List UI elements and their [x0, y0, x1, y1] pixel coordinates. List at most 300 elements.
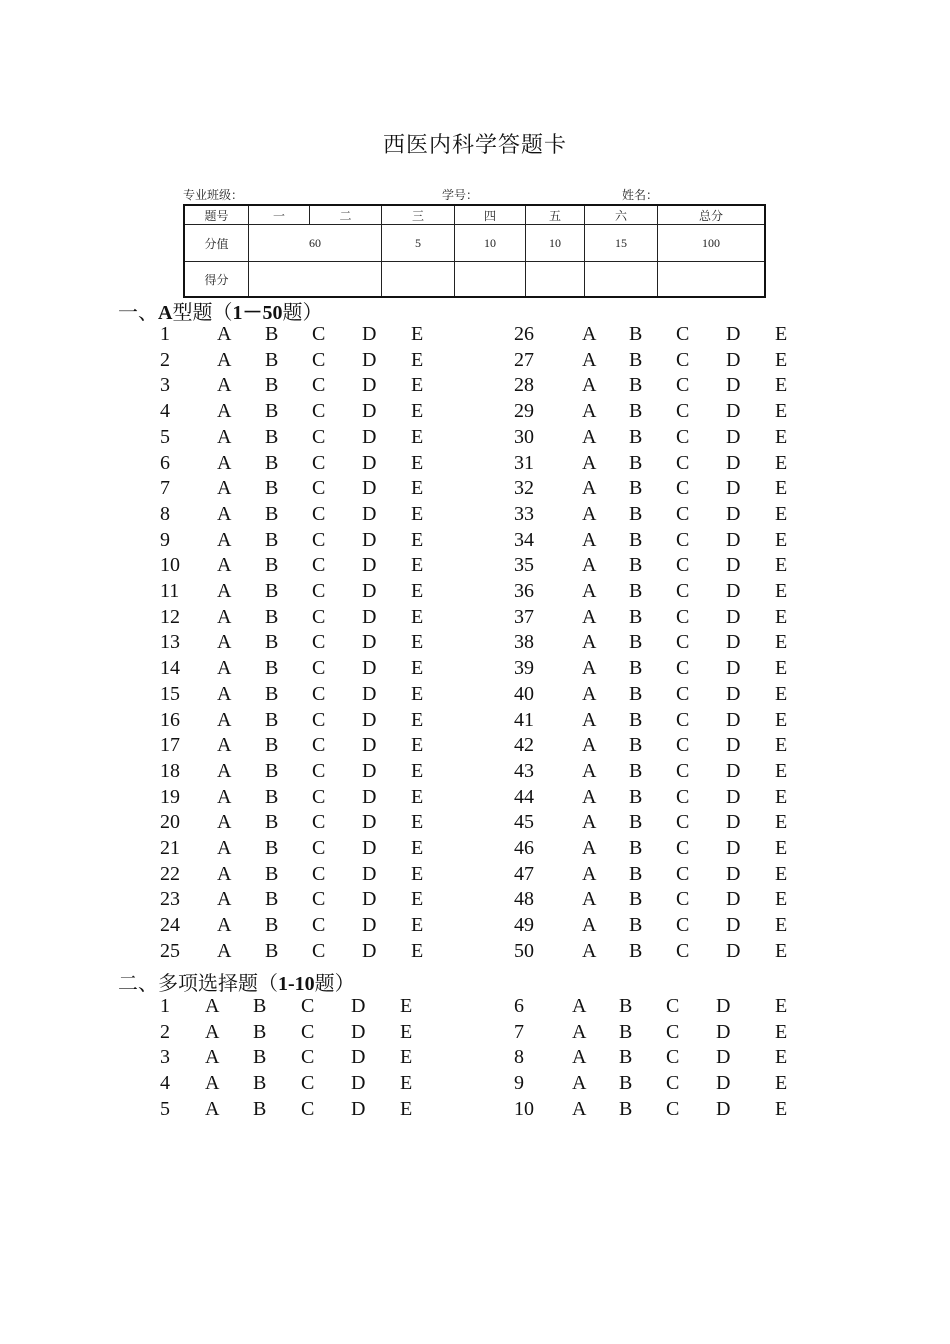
- option-e[interactable]: E: [411, 759, 424, 782]
- option-a[interactable]: A: [582, 682, 597, 705]
- option-c[interactable]: C: [312, 451, 326, 474]
- option-c[interactable]: C: [312, 323, 326, 345]
- option-b[interactable]: B: [619, 1020, 633, 1043]
- option-b[interactable]: B: [629, 400, 643, 423]
- option-a[interactable]: A: [582, 811, 597, 834]
- option-d[interactable]: D: [726, 451, 741, 474]
- option-b[interactable]: B: [265, 837, 279, 859]
- option-e[interactable]: E: [775, 708, 788, 731]
- option-c[interactable]: C: [312, 939, 326, 962]
- option-a[interactable]: A: [217, 811, 232, 834]
- option-d[interactable]: D: [362, 939, 377, 962]
- option-b[interactable]: B: [629, 657, 643, 680]
- score-cell[interactable]: [526, 262, 585, 298]
- option-e[interactable]: E: [775, 374, 788, 397]
- option-a[interactable]: A: [217, 708, 232, 731]
- option-b[interactable]: B: [619, 1046, 633, 1069]
- score-cell[interactable]: [658, 262, 766, 298]
- option-a[interactable]: A: [572, 1046, 587, 1069]
- option-c[interactable]: C: [312, 631, 326, 654]
- option-c[interactable]: C: [312, 657, 326, 680]
- option-d[interactable]: D: [726, 528, 741, 551]
- option-c[interactable]: C: [676, 374, 690, 397]
- option-c[interactable]: C: [312, 400, 326, 423]
- option-d[interactable]: D: [362, 605, 377, 628]
- option-e[interactable]: E: [400, 1046, 413, 1069]
- option-d[interactable]: D: [351, 995, 366, 1017]
- option-e[interactable]: E: [400, 1097, 413, 1120]
- option-d[interactable]: D: [362, 528, 377, 551]
- option-d[interactable]: D: [362, 811, 377, 834]
- option-c[interactable]: C: [312, 605, 326, 628]
- option-d[interactable]: D: [726, 914, 741, 937]
- option-b[interactable]: B: [253, 1072, 267, 1095]
- option-c[interactable]: C: [676, 400, 690, 423]
- option-e[interactable]: E: [775, 528, 788, 551]
- option-e[interactable]: E: [775, 605, 788, 628]
- score-cell[interactable]: [249, 262, 382, 298]
- option-d[interactable]: D: [362, 425, 377, 448]
- option-e[interactable]: E: [411, 451, 424, 474]
- option-c[interactable]: C: [312, 785, 326, 808]
- option-d[interactable]: D: [726, 939, 741, 962]
- option-a[interactable]: A: [205, 1072, 220, 1095]
- option-a[interactable]: A: [205, 995, 220, 1017]
- option-b[interactable]: B: [265, 605, 279, 628]
- option-a[interactable]: A: [582, 502, 597, 525]
- option-c[interactable]: C: [666, 1072, 680, 1095]
- option-d[interactable]: D: [362, 862, 377, 885]
- option-c[interactable]: C: [301, 1072, 315, 1095]
- option-c[interactable]: C: [676, 580, 690, 602]
- option-a[interactable]: A: [217, 425, 232, 448]
- option-a[interactable]: A: [582, 451, 597, 474]
- option-a[interactable]: A: [217, 477, 232, 500]
- option-d[interactable]: D: [362, 580, 377, 602]
- option-a[interactable]: A: [217, 374, 232, 397]
- option-d[interactable]: D: [716, 1097, 731, 1120]
- option-d[interactable]: D: [726, 657, 741, 680]
- option-c[interactable]: C: [301, 1020, 315, 1043]
- option-b[interactable]: B: [629, 888, 643, 911]
- option-a[interactable]: A: [582, 477, 597, 500]
- option-b[interactable]: B: [265, 682, 279, 705]
- option-c[interactable]: C: [676, 682, 690, 705]
- option-d[interactable]: D: [362, 914, 377, 937]
- option-c[interactable]: C: [312, 528, 326, 551]
- option-c[interactable]: C: [676, 425, 690, 448]
- option-e[interactable]: E: [775, 1020, 788, 1043]
- option-a[interactable]: A: [582, 631, 597, 654]
- option-e[interactable]: E: [775, 914, 788, 937]
- option-a[interactable]: A: [205, 1097, 220, 1120]
- option-d[interactable]: D: [726, 400, 741, 423]
- option-b[interactable]: B: [629, 785, 643, 808]
- option-d[interactable]: D: [726, 759, 741, 782]
- option-b[interactable]: B: [619, 995, 633, 1017]
- option-c[interactable]: C: [301, 1046, 315, 1069]
- option-b[interactable]: B: [629, 708, 643, 731]
- option-b[interactable]: B: [629, 682, 643, 705]
- option-b[interactable]: B: [265, 657, 279, 680]
- option-a[interactable]: A: [582, 837, 597, 859]
- option-c[interactable]: C: [666, 995, 680, 1017]
- option-d[interactable]: D: [362, 759, 377, 782]
- option-a[interactable]: A: [582, 862, 597, 885]
- option-c[interactable]: C: [676, 888, 690, 911]
- option-a[interactable]: A: [582, 528, 597, 551]
- option-b[interactable]: B: [265, 708, 279, 731]
- option-a[interactable]: A: [217, 914, 232, 937]
- option-b[interactable]: B: [629, 605, 643, 628]
- option-e[interactable]: E: [411, 682, 424, 705]
- option-e[interactable]: E: [411, 425, 424, 448]
- option-b[interactable]: B: [629, 939, 643, 962]
- option-d[interactable]: D: [716, 1046, 731, 1069]
- option-d[interactable]: D: [726, 888, 741, 911]
- option-a[interactable]: A: [217, 580, 232, 602]
- option-e[interactable]: E: [400, 995, 413, 1017]
- option-a[interactable]: A: [582, 580, 597, 602]
- option-a[interactable]: A: [217, 939, 232, 962]
- option-e[interactable]: E: [775, 451, 788, 474]
- option-b[interactable]: B: [265, 580, 279, 602]
- option-d[interactable]: D: [351, 1072, 366, 1095]
- option-b[interactable]: B: [265, 939, 279, 962]
- option-b[interactable]: B: [629, 477, 643, 500]
- option-e[interactable]: E: [411, 888, 424, 911]
- option-d[interactable]: D: [726, 477, 741, 500]
- option-a[interactable]: A: [217, 631, 232, 654]
- option-d[interactable]: D: [726, 682, 741, 705]
- option-b[interactable]: B: [629, 837, 643, 859]
- option-b[interactable]: B: [629, 580, 643, 602]
- option-c[interactable]: C: [676, 477, 690, 500]
- option-e[interactable]: E: [411, 528, 424, 551]
- option-a[interactable]: A: [217, 605, 232, 628]
- option-a[interactable]: A: [217, 682, 232, 705]
- option-a[interactable]: A: [582, 888, 597, 911]
- option-c[interactable]: C: [312, 914, 326, 937]
- option-b[interactable]: B: [629, 348, 643, 371]
- option-c[interactable]: C: [666, 1046, 680, 1069]
- option-c[interactable]: C: [312, 708, 326, 731]
- option-b[interactable]: B: [629, 451, 643, 474]
- option-e[interactable]: E: [400, 1020, 413, 1043]
- option-c[interactable]: C: [312, 502, 326, 525]
- option-d[interactable]: D: [362, 657, 377, 680]
- score-cell[interactable]: [455, 262, 526, 298]
- option-a[interactable]: A: [572, 1072, 587, 1095]
- option-a[interactable]: A: [217, 348, 232, 371]
- option-d[interactable]: D: [716, 1020, 731, 1043]
- option-c[interactable]: C: [301, 1097, 315, 1120]
- option-e[interactable]: E: [775, 785, 788, 808]
- option-c[interactable]: C: [676, 759, 690, 782]
- option-a[interactable]: A: [217, 785, 232, 808]
- option-c[interactable]: C: [676, 734, 690, 757]
- option-b[interactable]: B: [265, 528, 279, 551]
- option-b[interactable]: B: [629, 554, 643, 577]
- option-b[interactable]: B: [629, 502, 643, 525]
- option-c[interactable]: C: [676, 451, 690, 474]
- option-c[interactable]: C: [301, 995, 315, 1017]
- option-e[interactable]: E: [775, 477, 788, 500]
- option-d[interactable]: D: [362, 554, 377, 577]
- option-e[interactable]: E: [775, 425, 788, 448]
- option-d[interactable]: D: [362, 631, 377, 654]
- option-e[interactable]: E: [775, 734, 788, 757]
- option-a[interactable]: A: [582, 939, 597, 962]
- option-b[interactable]: B: [265, 425, 279, 448]
- option-c[interactable]: C: [312, 888, 326, 911]
- option-b[interactable]: B: [629, 425, 643, 448]
- option-e[interactable]: E: [775, 811, 788, 834]
- option-e[interactable]: E: [775, 657, 788, 680]
- option-d[interactable]: D: [716, 1072, 731, 1095]
- option-b[interactable]: B: [265, 914, 279, 937]
- option-c[interactable]: C: [312, 759, 326, 782]
- option-a[interactable]: A: [582, 605, 597, 628]
- option-a[interactable]: A: [217, 502, 232, 525]
- option-d[interactable]: D: [362, 837, 377, 859]
- option-a[interactable]: A: [582, 914, 597, 937]
- option-e[interactable]: E: [411, 939, 424, 962]
- option-d[interactable]: D: [362, 708, 377, 731]
- option-b[interactable]: B: [265, 374, 279, 397]
- option-e[interactable]: E: [411, 477, 424, 500]
- option-e[interactable]: E: [400, 1072, 413, 1095]
- option-e[interactable]: E: [775, 1072, 788, 1095]
- option-a[interactable]: A: [582, 657, 597, 680]
- option-a[interactable]: A: [582, 323, 597, 345]
- option-a[interactable]: A: [582, 554, 597, 577]
- option-e[interactable]: E: [411, 837, 424, 859]
- option-b[interactable]: B: [265, 400, 279, 423]
- option-d[interactable]: D: [362, 682, 377, 705]
- option-c[interactable]: C: [676, 811, 690, 834]
- option-b[interactable]: B: [265, 785, 279, 808]
- option-e[interactable]: E: [411, 734, 424, 757]
- option-b[interactable]: B: [265, 862, 279, 885]
- option-c[interactable]: C: [312, 374, 326, 397]
- option-d[interactable]: D: [362, 323, 377, 345]
- option-d[interactable]: D: [351, 1046, 366, 1069]
- option-a[interactable]: A: [582, 785, 597, 808]
- option-e[interactable]: E: [775, 323, 788, 345]
- option-a[interactable]: A: [217, 528, 232, 551]
- option-b[interactable]: B: [629, 374, 643, 397]
- option-c[interactable]: C: [676, 631, 690, 654]
- option-d[interactable]: D: [351, 1097, 366, 1120]
- option-c[interactable]: C: [312, 425, 326, 448]
- option-b[interactable]: B: [629, 734, 643, 757]
- option-d[interactable]: D: [362, 451, 377, 474]
- option-e[interactable]: E: [775, 502, 788, 525]
- option-e[interactable]: E: [411, 323, 424, 345]
- option-d[interactable]: D: [726, 554, 741, 577]
- option-a[interactable]: A: [572, 1020, 587, 1043]
- option-c[interactable]: C: [676, 837, 690, 859]
- option-d[interactable]: D: [362, 734, 377, 757]
- option-d[interactable]: D: [726, 605, 741, 628]
- option-e[interactable]: E: [775, 862, 788, 885]
- option-e[interactable]: E: [411, 811, 424, 834]
- option-e[interactable]: E: [411, 631, 424, 654]
- option-b[interactable]: B: [265, 323, 279, 345]
- option-b[interactable]: B: [629, 811, 643, 834]
- option-b[interactable]: B: [629, 631, 643, 654]
- option-d[interactable]: D: [726, 837, 741, 859]
- option-d[interactable]: D: [362, 477, 377, 500]
- option-e[interactable]: E: [411, 374, 424, 397]
- option-d[interactable]: D: [362, 888, 377, 911]
- option-c[interactable]: C: [676, 554, 690, 577]
- option-d[interactable]: D: [726, 374, 741, 397]
- option-b[interactable]: B: [265, 759, 279, 782]
- option-e[interactable]: E: [411, 914, 424, 937]
- option-b[interactable]: B: [265, 348, 279, 371]
- option-a[interactable]: A: [217, 837, 232, 859]
- option-e[interactable]: E: [411, 862, 424, 885]
- score-cell[interactable]: [382, 262, 455, 298]
- option-a[interactable]: A: [572, 1097, 587, 1120]
- option-a[interactable]: A: [217, 400, 232, 423]
- option-e[interactable]: E: [775, 348, 788, 371]
- option-e[interactable]: E: [775, 580, 788, 602]
- option-a[interactable]: A: [205, 1046, 220, 1069]
- option-c[interactable]: C: [676, 914, 690, 937]
- option-a[interactable]: A: [217, 862, 232, 885]
- option-d[interactable]: D: [726, 785, 741, 808]
- option-e[interactable]: E: [411, 785, 424, 808]
- option-c[interactable]: C: [312, 477, 326, 500]
- option-c[interactable]: C: [312, 554, 326, 577]
- option-b[interactable]: B: [265, 631, 279, 654]
- option-b[interactable]: B: [629, 759, 643, 782]
- option-d[interactable]: D: [726, 425, 741, 448]
- option-e[interactable]: E: [411, 580, 424, 602]
- option-b[interactable]: B: [629, 914, 643, 937]
- option-d[interactable]: D: [726, 862, 741, 885]
- option-c[interactable]: C: [312, 348, 326, 371]
- option-c[interactable]: C: [676, 605, 690, 628]
- option-e[interactable]: E: [775, 554, 788, 577]
- option-b[interactable]: B: [265, 554, 279, 577]
- option-c[interactable]: C: [312, 837, 326, 859]
- option-c[interactable]: C: [312, 682, 326, 705]
- option-d[interactable]: D: [726, 502, 741, 525]
- option-d[interactable]: D: [726, 734, 741, 757]
- option-d[interactable]: D: [362, 502, 377, 525]
- option-b[interactable]: B: [265, 477, 279, 500]
- option-b[interactable]: B: [265, 888, 279, 911]
- option-b[interactable]: B: [253, 1020, 267, 1043]
- option-e[interactable]: E: [775, 631, 788, 654]
- option-b[interactable]: B: [253, 995, 267, 1017]
- option-d[interactable]: D: [726, 708, 741, 731]
- option-e[interactable]: E: [411, 605, 424, 628]
- option-c[interactable]: C: [312, 734, 326, 757]
- option-a[interactable]: A: [217, 888, 232, 911]
- option-a[interactable]: A: [582, 759, 597, 782]
- option-b[interactable]: B: [619, 1097, 633, 1120]
- option-e[interactable]: E: [775, 1046, 788, 1069]
- option-a[interactable]: A: [582, 400, 597, 423]
- option-b[interactable]: B: [265, 734, 279, 757]
- option-b[interactable]: B: [253, 1097, 267, 1120]
- option-e[interactable]: E: [775, 939, 788, 962]
- option-b[interactable]: B: [629, 862, 643, 885]
- option-d[interactable]: D: [726, 323, 741, 345]
- option-d[interactable]: D: [726, 811, 741, 834]
- option-c[interactable]: C: [676, 323, 690, 345]
- option-b[interactable]: B: [629, 323, 643, 345]
- option-e[interactable]: E: [411, 657, 424, 680]
- option-a[interactable]: A: [582, 374, 597, 397]
- option-a[interactable]: A: [582, 348, 597, 371]
- option-a[interactable]: A: [582, 425, 597, 448]
- option-a[interactable]: A: [582, 734, 597, 757]
- option-e[interactable]: E: [411, 554, 424, 577]
- option-a[interactable]: A: [572, 995, 587, 1017]
- option-e[interactable]: E: [411, 400, 424, 423]
- option-b[interactable]: B: [253, 1046, 267, 1069]
- option-e[interactable]: E: [775, 888, 788, 911]
- option-c[interactable]: C: [676, 657, 690, 680]
- option-e[interactable]: E: [775, 1097, 788, 1120]
- option-e[interactable]: E: [411, 348, 424, 371]
- option-d[interactable]: D: [362, 400, 377, 423]
- option-a[interactable]: A: [582, 708, 597, 731]
- option-b[interactable]: B: [629, 528, 643, 551]
- option-c[interactable]: C: [312, 580, 326, 602]
- option-e[interactable]: E: [411, 708, 424, 731]
- option-d[interactable]: D: [716, 995, 731, 1017]
- option-d[interactable]: D: [362, 785, 377, 808]
- option-a[interactable]: A: [217, 451, 232, 474]
- option-e[interactable]: E: [411, 502, 424, 525]
- option-c[interactable]: C: [312, 811, 326, 834]
- option-e[interactable]: E: [775, 682, 788, 705]
- score-cell[interactable]: [585, 262, 658, 298]
- option-e[interactable]: E: [775, 400, 788, 423]
- option-a[interactable]: A: [217, 323, 232, 345]
- option-d[interactable]: D: [351, 1020, 366, 1043]
- option-c[interactable]: C: [676, 708, 690, 731]
- option-e[interactable]: E: [775, 837, 788, 859]
- option-b[interactable]: B: [265, 502, 279, 525]
- option-c[interactable]: C: [676, 348, 690, 371]
- option-a[interactable]: A: [217, 759, 232, 782]
- option-d[interactable]: D: [726, 348, 741, 371]
- option-c[interactable]: C: [676, 528, 690, 551]
- option-c[interactable]: C: [676, 939, 690, 962]
- option-c[interactable]: C: [676, 862, 690, 885]
- option-d[interactable]: D: [726, 631, 741, 654]
- option-b[interactable]: B: [265, 811, 279, 834]
- option-c[interactable]: C: [312, 862, 326, 885]
- option-c[interactable]: C: [666, 1020, 680, 1043]
- option-c[interactable]: C: [676, 785, 690, 808]
- option-b[interactable]: B: [619, 1072, 633, 1095]
- option-e[interactable]: E: [775, 759, 788, 782]
- option-c[interactable]: C: [666, 1097, 680, 1120]
- option-b[interactable]: B: [265, 451, 279, 474]
- option-a[interactable]: A: [217, 657, 232, 680]
- option-a[interactable]: A: [217, 734, 232, 757]
- option-d[interactable]: D: [726, 580, 741, 602]
